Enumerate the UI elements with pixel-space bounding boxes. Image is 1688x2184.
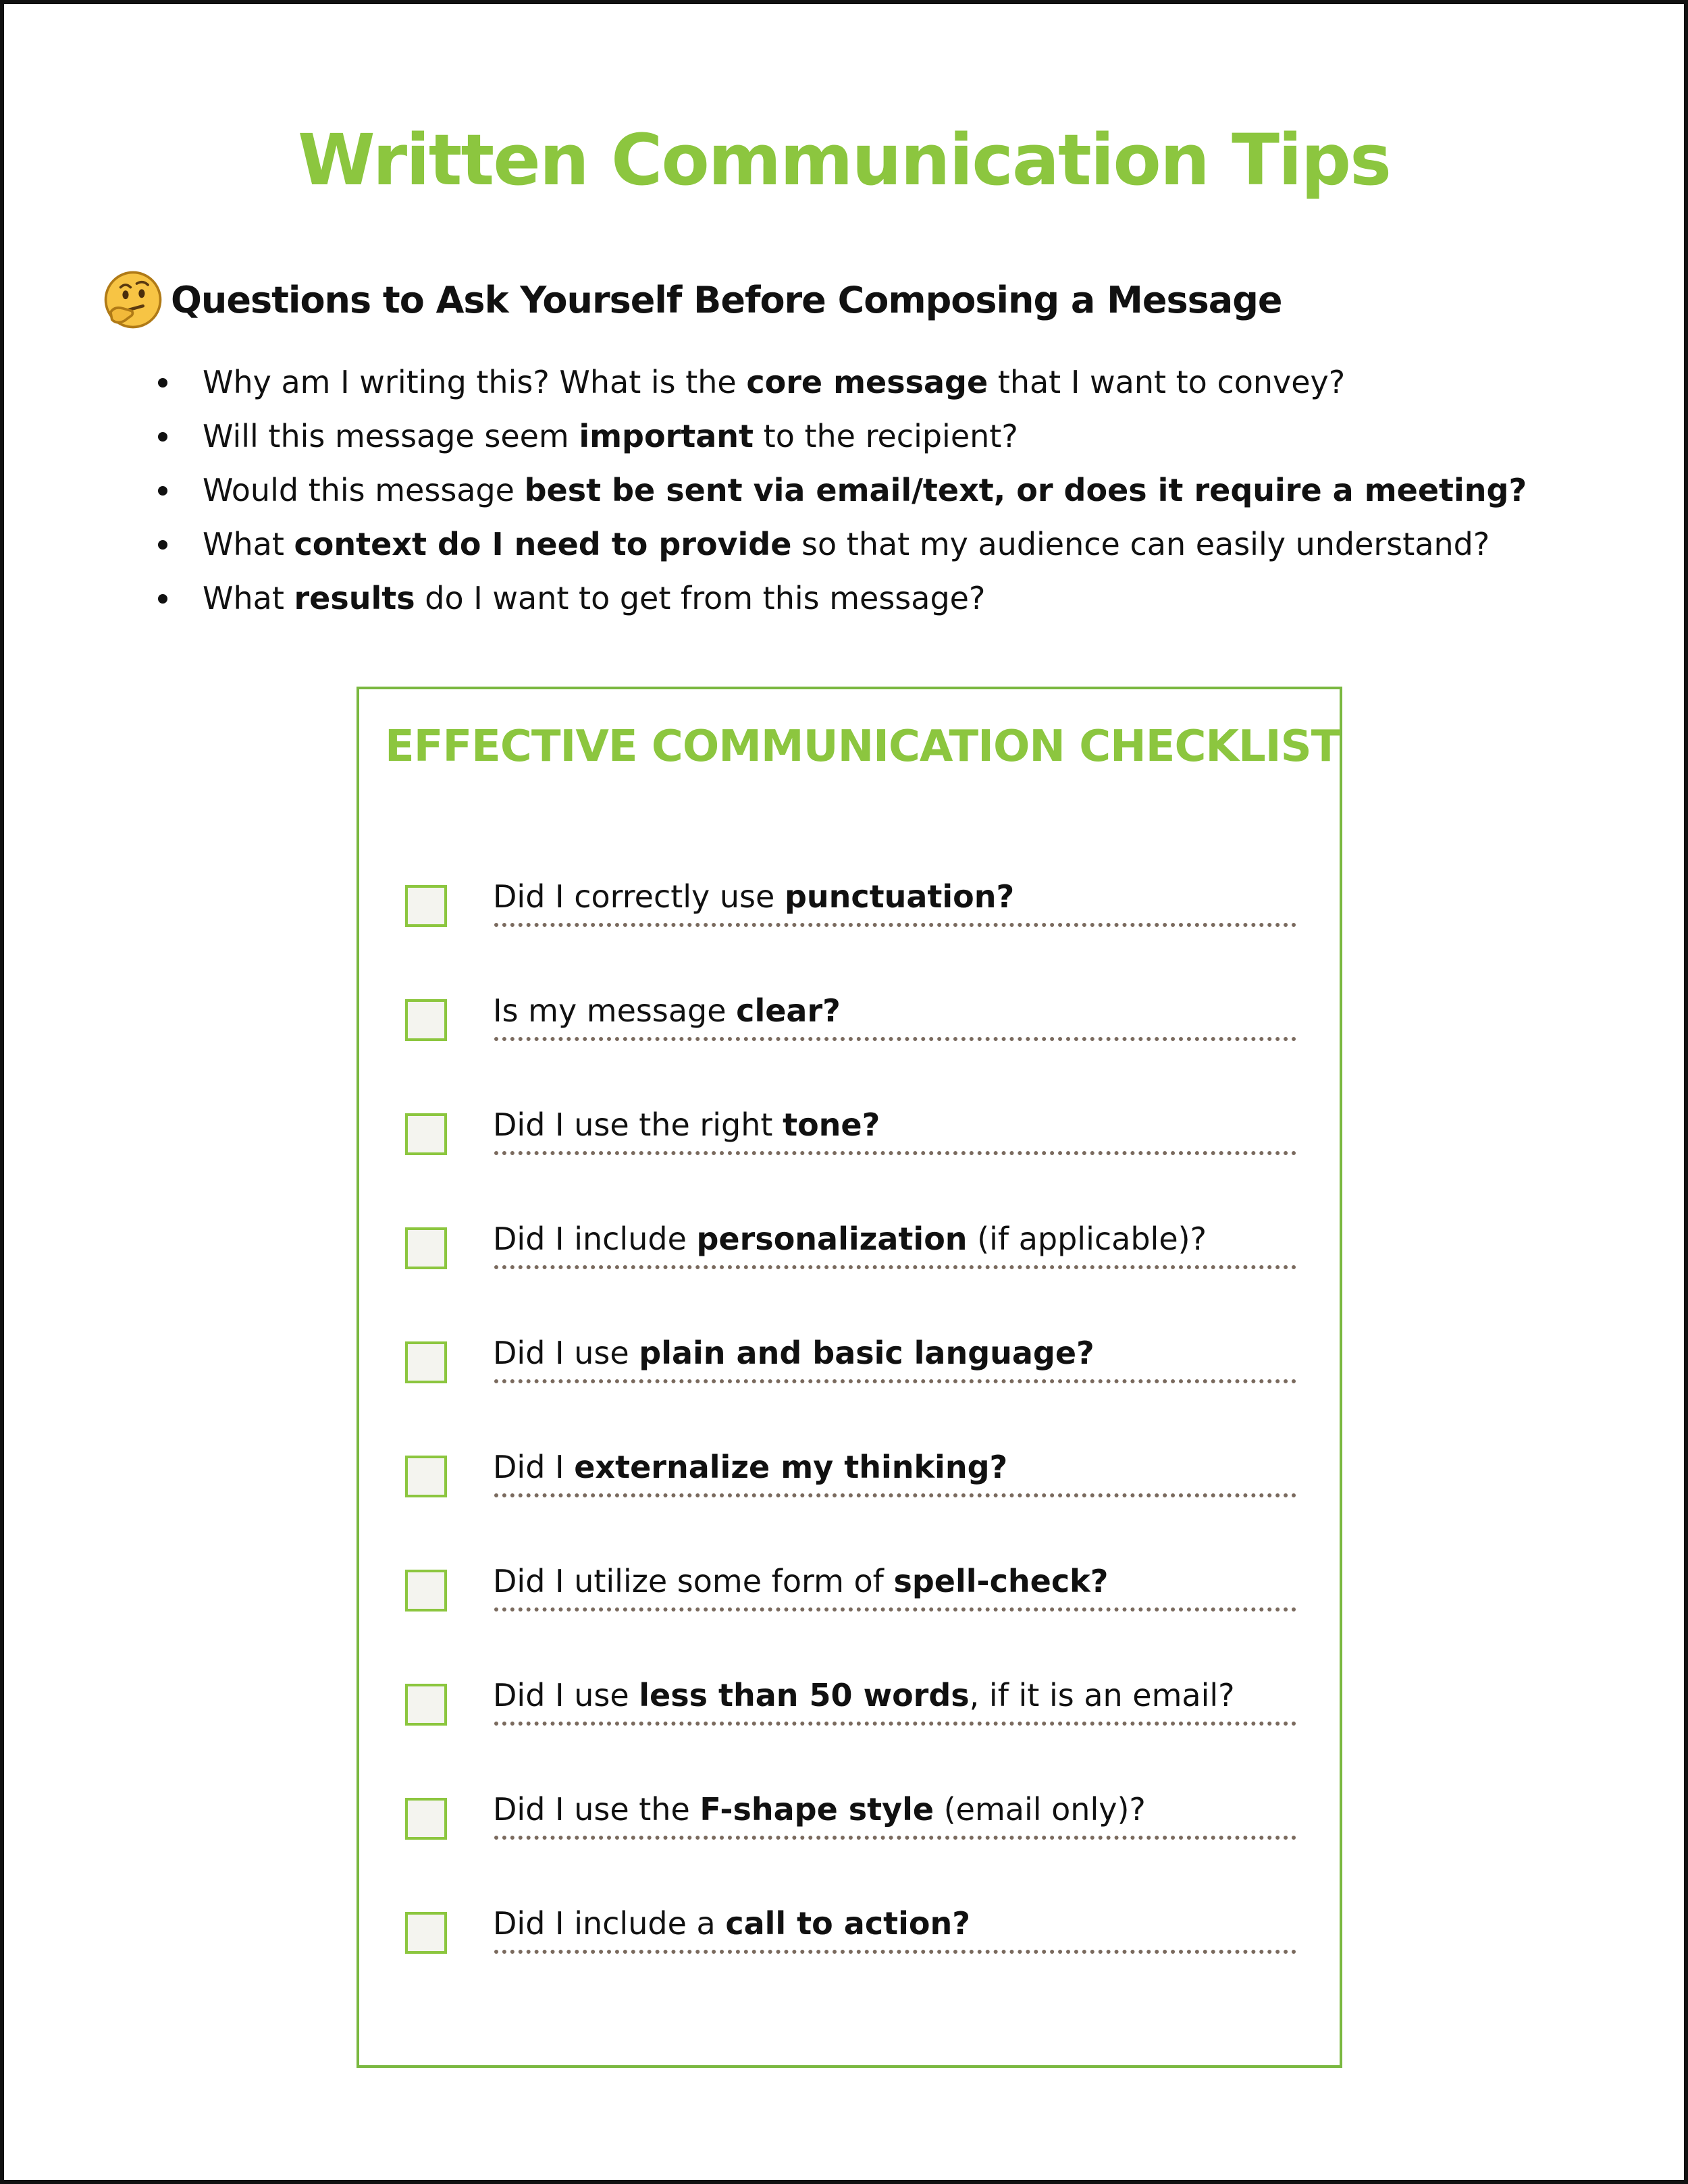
checklist-item-text: Did I use the F-shape style (email only)? (493, 1791, 1146, 1828)
checklist-item (359, 1194, 1340, 1275)
list-item: What context do I need to provide so that my audience can easily understand? (153, 517, 1527, 571)
checkbox[interactable] (405, 1684, 447, 1726)
checklist-item-text: Did I include personalization (if applicable)? (493, 1221, 1207, 1257)
checklist-item-text: Did I use the right tone? (493, 1107, 880, 1143)
questions-list (153, 355, 1527, 625)
checklist-item (359, 1308, 1340, 1389)
dotted-line (494, 1379, 1296, 1383)
checklist-item (359, 1080, 1340, 1161)
checklist-item (359, 965, 1340, 1046)
checklist-item-text: Did I utilize some form of spell-check? (493, 1563, 1109, 1599)
checkbox[interactable] (405, 1570, 447, 1612)
checklist-item (359, 1878, 1340, 1959)
list-item: Why am I writing this? What is the core message that I want to convey? (153, 355, 1527, 409)
checkbox[interactable] (405, 1227, 447, 1269)
dotted-line (494, 1265, 1296, 1269)
checklist-item (359, 1422, 1340, 1503)
checkbox[interactable] (405, 1113, 447, 1155)
checklist-item-text: Did I correctly use punctuation? (493, 878, 1015, 915)
dotted-line (494, 1836, 1296, 1840)
checkbox[interactable] (405, 1341, 447, 1383)
checkbox[interactable] (405, 1798, 447, 1840)
dotted-line (494, 1722, 1296, 1726)
checklist-item (359, 851, 1340, 932)
checklist-item (359, 1536, 1340, 1617)
checklist-box (357, 687, 1342, 2068)
checklist-item-text: Did I include a call to action? (493, 1905, 970, 1942)
checklist-item-text: Did I externalize my thinking? (493, 1449, 1008, 1485)
dotted-line (494, 923, 1296, 927)
dotted-line (494, 1037, 1296, 1041)
dotted-line (494, 1607, 1296, 1612)
checklist-item-text: Is my message clear? (493, 992, 841, 1029)
list-item: Will this message seem important to the recipient? (153, 409, 1527, 463)
checkbox[interactable] (405, 1912, 447, 1954)
dotted-line (494, 1151, 1296, 1155)
checkbox[interactable] (405, 885, 447, 927)
questions-heading (102, 269, 1282, 331)
checkbox[interactable] (405, 999, 447, 1041)
checklist-title: EFFECTIVE COMMUNICATION CHECKLIST (385, 722, 1340, 772)
page-title: Written Communication Tips (297, 119, 1391, 201)
questions-heading-text: Questions to Ask Yourself Before Composing a Message (171, 278, 1282, 321)
thinking-face-icon (102, 269, 164, 331)
list-item: Would this message best be sent via email/text, or does it require a meeting? (153, 463, 1527, 517)
checklist-item (359, 1764, 1340, 1845)
dotted-line (494, 1950, 1296, 1954)
checklist-item-text: Did I use less than 50 words, if it is an email? (493, 1677, 1235, 1713)
checkbox[interactable] (405, 1456, 447, 1497)
checklist-item (359, 1650, 1340, 1731)
list-item: What results do I want to get from this message? (153, 571, 1527, 625)
checklist-item-text: Did I use plain and basic language? (493, 1335, 1094, 1371)
dotted-line (494, 1493, 1296, 1497)
